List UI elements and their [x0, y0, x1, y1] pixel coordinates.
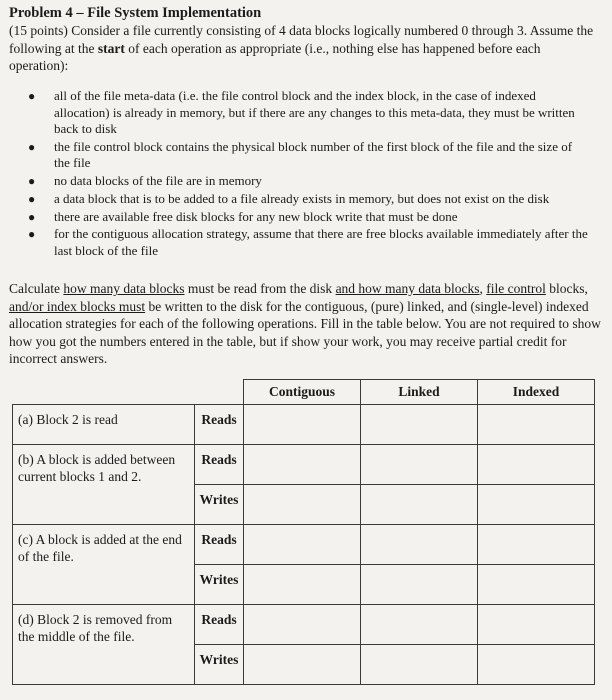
table-row — [13, 605, 595, 645]
row-kind-label: Reads — [195, 405, 244, 445]
bullet-icon: ● — [28, 227, 36, 242]
column-header-linked: Linked — [361, 380, 478, 405]
answer-table — [12, 379, 595, 685]
answer-cell[interactable] — [244, 405, 361, 445]
assumption-item: ● a data block that is to be added to a file already exists in memory, but does not exist on the disk — [28, 190, 550, 206]
operation-label: (c) A block is added at the end of the file. — [13, 525, 195, 605]
answer-cell[interactable] — [361, 405, 478, 445]
row-kind-label: Reads — [195, 445, 244, 485]
answer-cell[interactable] — [244, 485, 361, 525]
operation-label: (d) Block 2 is removed from the middle of the file. — [13, 605, 195, 685]
table-row — [13, 445, 595, 485]
assumption-item: ● there are available free disk blocks for any new block write that must be done — [28, 208, 458, 224]
row-kind-label: Reads — [195, 605, 244, 645]
assumption-list — [28, 88, 588, 261]
table-row — [13, 525, 595, 565]
intro-text-post: of each operation as appropriate (i.e., nothing else has happened before each operation): — [9, 40, 541, 73]
problem-intro — [9, 22, 599, 75]
answer-cell[interactable] — [478, 525, 595, 565]
table-header-row — [13, 380, 595, 405]
operation-label: (b) A block is added between current blocks 1 and 2. — [13, 445, 195, 525]
instructions-paragraph: Calculate how many data blocks must be read from the disk and how many data blocks, file control blocks, and/or index blocks must be written to the disk for the contiguous, (pure) linked, and (single-level) indexed allocation strategies for each of the following operations. Fill in the table below. You are not required to show how you got the numbers entered in the table, but if show your work, you may receive partial credit for incorrect answers. — [9, 281, 601, 366]
bullet-icon: ● — [28, 89, 36, 103]
assumption-item: ● all of the file meta-data (i.e. the file control block and the index block, in the case of indexed allocation) is already in memory, but if there are any changes to this meta-data, they must be written back to disk — [28, 88, 575, 136]
assumption-item: ● for the contiguous allocation strategy, assume that there are free blocks available immediately after the last block of the file — [28, 226, 588, 258]
bullet-icon: ● — [28, 139, 36, 154]
bullet-icon: ● — [28, 209, 36, 224]
table-row — [13, 405, 595, 445]
answer-cell[interactable] — [244, 605, 361, 645]
intro-text-pre: (15 points) Consider a file currently consisting of 4 data blocks logically numbered 0 through 3. Assume the following at the — [9, 23, 594, 56]
answer-cell[interactable] — [361, 525, 478, 565]
answer-cell[interactable] — [361, 485, 478, 525]
operation-label: (a) Block 2 is read — [13, 405, 195, 445]
bullet-icon: ● — [28, 174, 36, 189]
row-kind-label: Writes — [195, 485, 244, 525]
answer-cell[interactable] — [244, 645, 361, 685]
answer-cell[interactable] — [244, 525, 361, 565]
answer-cell[interactable] — [478, 445, 595, 485]
column-header-contiguous: Contiguous — [244, 380, 361, 405]
assumption-item: ● the file control block contains the physical block number of the first block of the file and the size of the file — [28, 138, 573, 171]
bullet-icon: ● — [28, 191, 36, 206]
answer-cell[interactable] — [244, 565, 361, 605]
assumption-item: ● no data blocks of the file are in memory — [28, 173, 262, 189]
column-header-indexed: Indexed — [478, 380, 595, 405]
answer-cell[interactable] — [244, 445, 361, 485]
problem-title: Problem 4 – File System Implementation — [9, 5, 262, 21]
answer-cell[interactable] — [478, 645, 595, 685]
answer-cell[interactable] — [361, 565, 478, 605]
row-kind-label: Writes — [195, 645, 244, 685]
header-blank-cell — [13, 380, 244, 405]
answer-cell[interactable] — [478, 605, 595, 645]
answer-cell[interactable] — [361, 605, 478, 645]
answer-cell[interactable] — [361, 445, 478, 485]
answer-cell[interactable] — [361, 645, 478, 685]
answer-cell[interactable] — [478, 405, 595, 445]
row-kind-label: Reads — [195, 525, 244, 565]
answer-cell[interactable] — [478, 565, 595, 605]
intro-text-bold: start — [97, 40, 125, 56]
row-kind-label: Writes — [195, 565, 244, 605]
answer-cell[interactable] — [478, 485, 595, 525]
